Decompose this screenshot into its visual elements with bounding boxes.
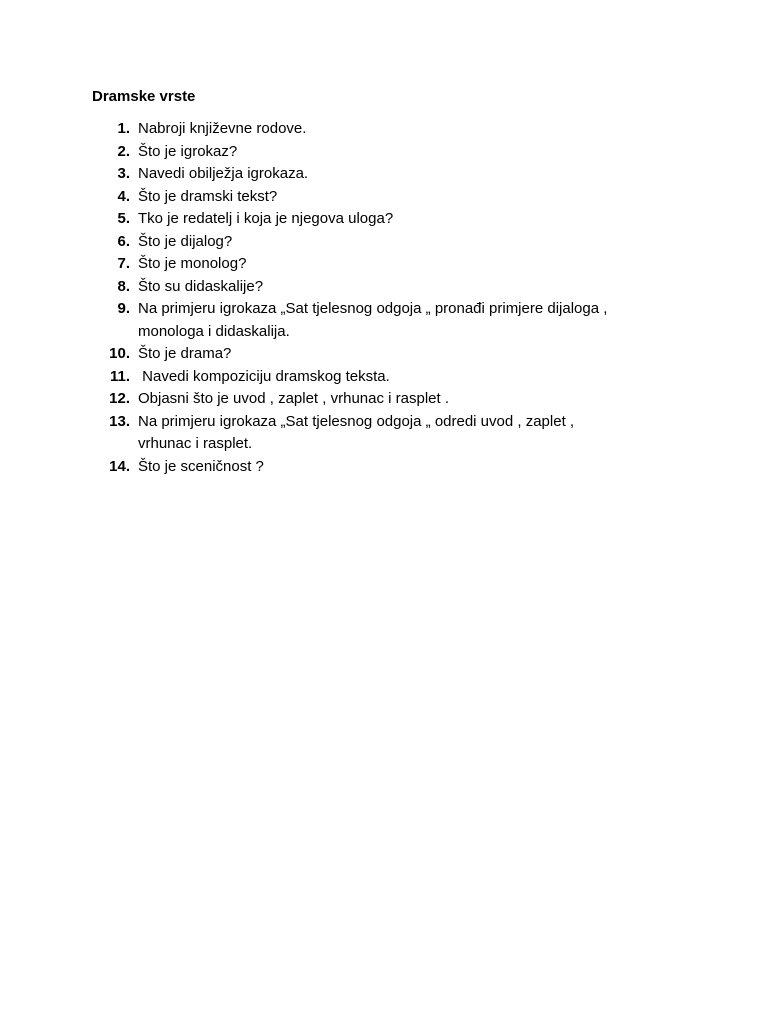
question-text-line: Što je monolog? bbox=[138, 255, 247, 272]
question-number: 2. bbox=[117, 142, 130, 160]
question-item bbox=[0, 366, 768, 389]
document-title: Dramske vrste bbox=[92, 88, 196, 105]
question-number: 12. bbox=[109, 390, 130, 407]
question-text bbox=[138, 343, 678, 366]
question-text-line: Tko je redatelj i koja je njegova uloga? bbox=[138, 210, 394, 227]
question-item bbox=[0, 388, 768, 411]
question-text-line: monologa i didaskalija. bbox=[138, 322, 290, 340]
question-text-line: Nabroji književne rodove. bbox=[138, 120, 307, 137]
question-text bbox=[138, 141, 678, 164]
question-text bbox=[138, 253, 678, 276]
question-text bbox=[138, 388, 678, 411]
question-text-line: Što je drama? bbox=[138, 345, 232, 362]
question-number: 7. bbox=[117, 255, 130, 272]
question-text bbox=[138, 163, 678, 186]
question-item bbox=[0, 141, 768, 164]
question-number: 11. bbox=[109, 367, 130, 385]
question-item bbox=[0, 456, 768, 479]
question-number: 1. bbox=[117, 120, 130, 137]
question-number: 6. bbox=[117, 232, 130, 250]
question-text-line: Na primjeru igrokaza „Sat tjelesnog odgoja „ pronađi primjere dijaloga , bbox=[138, 300, 608, 317]
question-text-line: Objasni što je uvod , zaplet , vrhunac i rasplet . bbox=[138, 390, 449, 407]
question-item bbox=[0, 253, 768, 276]
question-text bbox=[138, 456, 678, 479]
question-list bbox=[0, 118, 768, 478]
question-text-line: Navedi kompoziciju dramskog teksta. bbox=[138, 367, 390, 385]
question-text bbox=[138, 208, 678, 231]
question-text-line: vrhunac i rasplet. bbox=[138, 435, 253, 452]
question-text-line: Što je igrokaz? bbox=[138, 142, 238, 160]
question-text bbox=[138, 231, 678, 254]
question-number: 10. bbox=[109, 345, 130, 362]
question-item bbox=[0, 186, 768, 209]
question-number: 14. bbox=[109, 457, 130, 475]
question-item bbox=[0, 298, 768, 343]
question-number: 3. bbox=[117, 165, 130, 182]
question-number: 9. bbox=[117, 300, 130, 317]
question-item bbox=[0, 208, 768, 231]
question-item bbox=[0, 118, 768, 141]
question-text bbox=[138, 411, 678, 456]
question-number: 4. bbox=[117, 187, 130, 205]
question-text-line: Što je dijalog? bbox=[138, 232, 233, 250]
question-text-line: Na primjeru igrokaza „Sat tjelesnog odgoja „ odredi uvod , zaplet , bbox=[138, 412, 575, 430]
question-item bbox=[0, 411, 768, 456]
question-text bbox=[138, 118, 678, 141]
question-number: 8. bbox=[117, 277, 130, 295]
question-text bbox=[138, 298, 678, 343]
question-item bbox=[0, 276, 768, 299]
question-text-line: Što su didaskalije? bbox=[138, 277, 264, 295]
question-text-line: Što je dramski tekst? bbox=[138, 187, 278, 205]
question-text-line: Što je sceničnost ? bbox=[138, 457, 264, 475]
question-text-line: Navedi obilježja igrokaza. bbox=[138, 165, 309, 182]
question-item bbox=[0, 343, 768, 366]
question-item bbox=[0, 231, 768, 254]
question-number: 5. bbox=[117, 210, 130, 227]
question-item bbox=[0, 163, 768, 186]
question-text bbox=[138, 186, 678, 209]
question-number: 13. bbox=[109, 412, 130, 430]
question-text bbox=[138, 366, 678, 389]
question-text bbox=[138, 276, 678, 299]
